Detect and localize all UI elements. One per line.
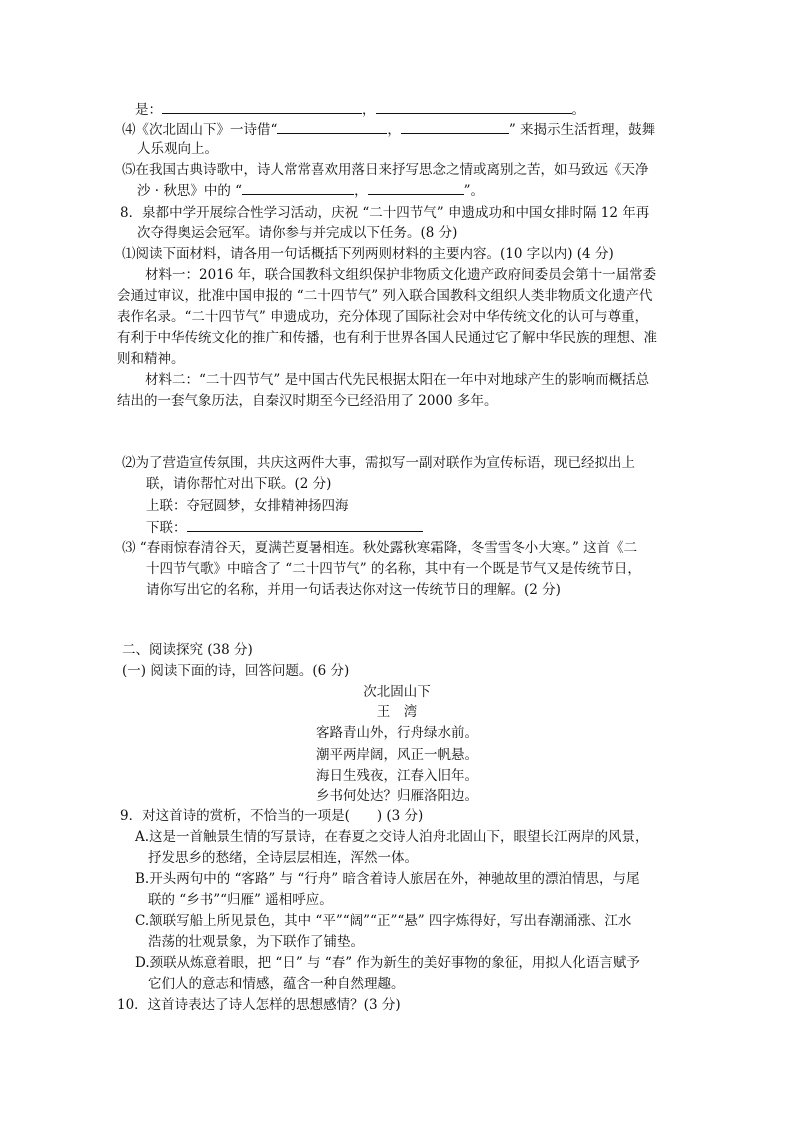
answer-blank[interactable] [368,180,464,195]
material-2-line: 材料二：“二十四节气” 是中国古代先民根据太阳在一年中对地球产生的影响而概括总 [145,372,650,388]
q8-title-2: 次夺得奥运会冠军。请你参与并完成以下任务。(8 分) [137,225,458,241]
q8-title: 8．泉都中学开展综合性学习活动，庆祝 “二十四节气” 申遗成功和中国女排时隔 12 年再 [120,205,650,221]
option-a-cont: 抒发思乡的愁绪，全诗层层相连，浑然一体。 [148,850,418,866]
answer-blank[interactable] [162,99,362,114]
q4-line: ⑷《次北固山下》一诗借“ ， ” 来揭示生活哲理，鼓舞 [122,119,655,140]
couplet-lower [146,517,423,538]
q5-line: ⑸在我国古典诗歌中，诗人常常喜欢用落日来抒写思念之情或离别之苦，如马致远《天净 [122,162,649,178]
option-c[interactable]: C.颔联写船上所见景色，其中 “平”“阔”“正”“悬” 四字炼得好，写出春潮涌涨、江水 [135,913,632,929]
q4-continuation: 人乐观向上。 [137,141,218,157]
part-heading: (一) 阅读下面的诗，回答问题。(6 分) [122,663,350,679]
option-d-cont: 它们人的意志和情感，蕴含一种自然理趣。 [148,976,405,992]
q5-text-end: ”。 [463,183,484,199]
q8-sub3-2: 十四节气歌》中暗含了 “二十四节气” 的名称，其中有一个既是节气又是传统节日， [146,561,641,577]
poem-author: 王 湾 [376,704,418,720]
answer-blank[interactable] [277,119,387,134]
q10-title: 10．这首诗表达了诗人怎样的思想感情？(3 分) [117,997,401,1013]
poem-line: 乡书何处达？归雁洛阳边。 [316,788,478,804]
material-1-line: 会通过审议，批准中国申报的 “二十四节气” 列入联合国教科文组织人类非物质文化遗产代 [117,288,653,304]
q4-text: ⑷《次北固山下》一诗借“ [122,122,278,138]
q8-sub3-3: 请你写出它的名称，并用一句话表达你对这一传统节日的理解。(2 分) [146,582,561,598]
section-heading: 二、阅读探究 (38 分) [122,642,253,658]
material-1-line: 则和精神。 [117,351,185,367]
poem-line: 潮平两岸阔，风正一帆悬。 [316,747,478,763]
q9-title: 9．对这首诗的赏析，不恰当的一项是( ) (3 分) [120,808,424,824]
answer-blank[interactable] [242,180,354,195]
q4-text-end: ” 来揭示生活哲理，鼓舞 [508,122,656,138]
option-d[interactable]: D.颈联从炼意着眼，把 “日” 与 “春” 作为新生的美好事物的象征，用拟人化语言赋予 [135,955,640,971]
couplet-lower-label: 下联： [146,520,187,536]
couplet-upper: 上联：夺冠圆梦，女排精神扬四海 [146,498,349,514]
poem-title: 次北固山下 [363,684,431,700]
q8-sub3: ⑶ “春雨惊春清谷天，夏满芒夏暑相连。秋处露秋寒霜降，冬雪雪冬小大寒。” 这首《二 [122,540,638,556]
material-1-line: 材料一：2016 年，联合国教科文组织保护非物质文化遗产政府间委员会第十一届常委 [145,267,657,283]
answer-blank[interactable] [376,99,572,114]
poem-line: 海日生残夜，江春入旧年。 [316,768,478,784]
option-a[interactable]: A.这是一首触景生情的写景诗，在春夏之交诗人泊舟北固山下，眼望长江两岸的风景， [135,829,649,845]
option-b[interactable]: B.开头两句中的 “客路” 与 “行舟” 暗含着诗人旅居在外，神驰故里的漂泊情思，与尾 [135,871,640,887]
q5-line-2: 沙 · 秋思》中的 “ ， ”。 [137,180,484,201]
q5-text: 沙 · 秋思》中的 “ [137,183,243,199]
option-b-cont: 联的 “乡书”“归雁” 遥相呼应。 [148,892,333,908]
material-1-line: 表作名录。“二十四节气” 申遗成功，充分体现了国际社会对中华传统文化的认可与尊重， [117,309,649,325]
poem-line: 客路青山外，行舟绿水前。 [316,725,478,741]
material-2-line: 结出的一套气象历法，自秦汉时期至今已经沿用了 2000 多年。 [117,393,498,409]
answer-blank[interactable] [401,119,509,134]
fill-prefix: 是： [135,102,162,118]
material-1-line: 有利于中华传统文化的推广和传播，也有利于世界各国人民通过它了解中华民族的理想、准 [117,330,657,346]
q8-sub2-2: 联，请你帮忙对出下联。(2 分) [146,476,332,492]
q8-sub1: ⑴阅读下面材料，请各用一句话概括下列两则材料的主要内容。(10 字以内) (4 分) [122,246,614,262]
option-c-cont: 浩荡的壮观景象，为下联作了铺垫。 [148,934,364,950]
couplet-answer-blank[interactable] [187,517,423,532]
q8-sub2: ⑵为了营造宣传氛围，共庆这两件大事，需拟写一副对联作为宣传标语，现已经拟出上 [122,455,635,471]
fill-line-a: 是： ， 。 [135,99,585,120]
